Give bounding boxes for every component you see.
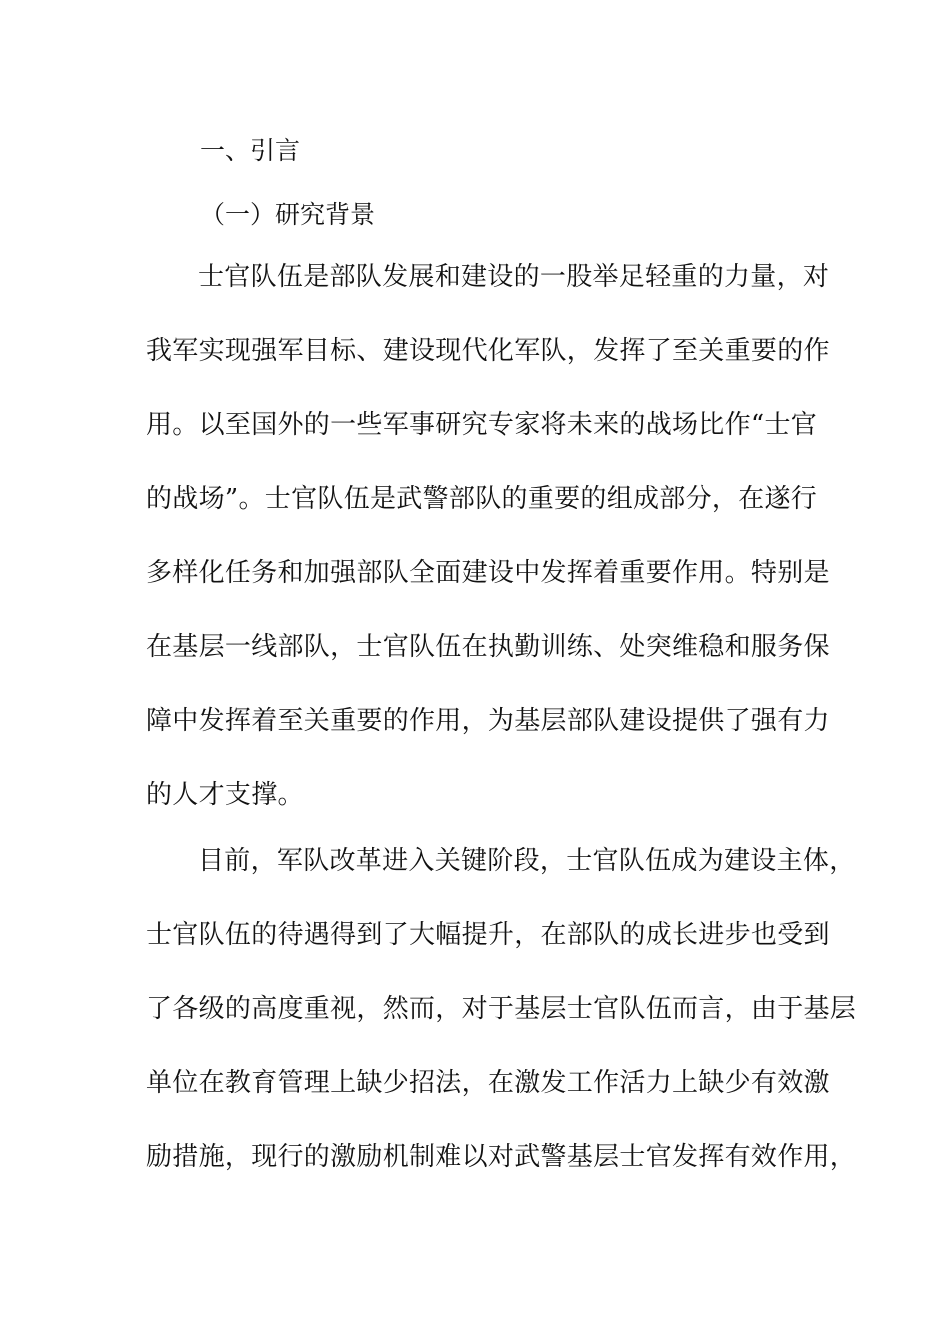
paragraph-line: 多样化任务和加强部队全面建设中发挥着重要作用。特别是 — [146, 558, 830, 588]
paragraph-line: 目前，军队改革进入关键阶段，士官队伍成为建设主体， — [198, 846, 856, 876]
section-heading: 一、引言 — [200, 136, 301, 165]
paragraph-line: 士官队伍的待遇得到了大幅提升，在部队的成长进步也受到 — [146, 920, 830, 950]
paragraph-line: 我军实现强军目标、建设现代化军队，发挥了至关重要的作 — [146, 336, 830, 366]
paragraph-line: 的战场”。士官队伍是武警部队的重要的组成部分，在遂行 — [146, 484, 818, 514]
paragraph-line: 在基层一线部队，士官队伍在执勤训练、处突维稳和服务保 — [146, 632, 830, 662]
paragraph-line: 障中发挥着至关重要的作用，为基层部队建设提供了强有力 — [146, 706, 830, 736]
paragraph-line: 士官队伍是部队发展和建设的一股举足轻重的力量，对 — [198, 262, 830, 292]
paragraph-line: 了各级的高度重视，然而，对于基层士官队伍而言，由于基层 — [146, 994, 857, 1024]
subsection-heading: （一）研究背景 — [200, 200, 376, 229]
paragraph-line: 的人才支撑。 — [146, 780, 304, 810]
paragraph-line: 励措施，现行的激励机制难以对武警基层士官发挥有效作用， — [146, 1142, 857, 1172]
paragraph-line: 单位在教育管理上缺少招法，在激发工作活力上缺少有效激 — [146, 1068, 830, 1098]
paragraph-line: 用。以至国外的一些军事研究专家将未来的战场比作“士官 — [146, 410, 818, 440]
